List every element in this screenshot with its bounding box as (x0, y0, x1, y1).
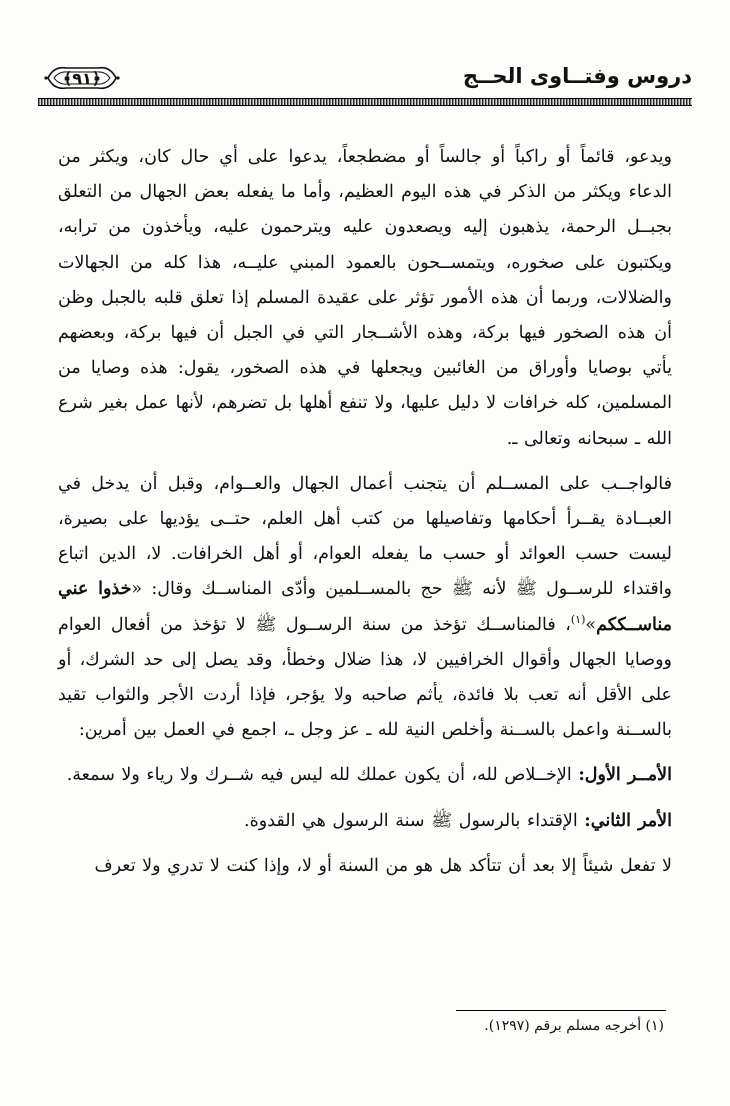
first-matter-heading: الأمــر الأول: (578, 765, 672, 786)
page-header (38, 62, 692, 104)
second-matter-heading: الأمر الثاني: (584, 810, 672, 831)
footnote-reference: (١) (570, 612, 586, 626)
footnote-divider (456, 1010, 666, 1011)
paragraph-1: ويدعو، قائماً أو راكباً أو جالساً أو مضطجعاً، يدعوا على أي حال كان، ويكثر من الدعاء ويكثر من الذكر في هذه اليوم العظيم، وأما ما يفعله بعض الجهال من التعلق بجبــل الرحمة، يذهبون إليه ويصعدون عليه ويترحمون عليه، ويأخذون من ترابه، ويكتبون على صخوره، ويتمســحون بالعمود المبني عليــه، هذا كله من الجهالات والضلالات، وربما أن هذه الأمور تؤثر على عقيدة المسلم إذا تعلق قلبه بالجبل وظن أن هذه الصخور فيها بركة، وهذه الأشــجار التي في الجبل أن فيها بركة، وبعضهم يأتي بوصايا وأوراق من الغائبين ويجعلها في هذه الصخور، يقول: هذه وصايا من المسلمين، كله خرافات لا دليل عليها، ولا تنفع أهلها بل تضرهم، لأنها عمل بغير شرع الله ـ سبحانه وتعالى ـ. (58, 147, 672, 449)
first-matter-text: الإخــلاص لله، أن يكون عملك لله ليس فيه شــرك ولا رياء ولا سمعة. (66, 765, 579, 786)
paragraph-2-part-a: فالواجــب على المســلم أن يتجنب أعمال الجهال والعــوام، وقبل أن يدخل في العبــادة يقــرأ أحكامها وتفاصيلها من كتب أهل العلم، حتــى يؤديها على بصيرة، ليست حسب العوائد أو حسب ما يفعله العوام، أو أهل الخرافات. لا، الدين اتباع واقتداء للرســول ﷺ لأنه ﷺ حج بالمســلمين وأدّى المناســك وقال: « (58, 473, 673, 600)
running-title: دروس وفتــاوى الحــج (462, 64, 692, 88)
paragraph-second-matter (58, 804, 672, 839)
main-text (58, 140, 672, 884)
footnote: (١) أخرجه مسلم برقم (١٢٩٧). (484, 1018, 664, 1034)
header-divider (38, 98, 692, 106)
paragraph-2-close-quote: » (585, 614, 597, 635)
page-number-ornament (44, 62, 120, 94)
hadith-quote: خذوا عني مناســككم (58, 579, 672, 635)
paragraph-first-matter (58, 758, 672, 793)
paragraph-2 (58, 467, 672, 749)
paragraph-5: لا تفعل شيئاً إلا بعد أن تتأكد هل هو من السنة أو لا، وإذا كنت لا تدري ولا تعرف (94, 855, 672, 876)
paragraph-2-part-c: ، فالمناســك تؤخذ من سنة الرســول ﷺ لا تؤخذ من أفعال العوام ووصايا الجهال وأقوال الخرافيين لا، هذا ضلال وخطأ، وقد يصل إلى حد الشرك، أو على الأقل أنه تعب بلا فائدة، يأثم صاحبه ولا يؤجر، فإذا أردت الأجر والثواب تقيد بالســنة واعمل بالســنة وأخلص النية لله ـ عز وجل ـ، اجمع في العمل بين أمرين: (58, 614, 672, 741)
second-matter-text: الإقتداء بالرسول ﷺ سنة الرسول هي القدوة. (244, 810, 585, 831)
page-number: ﴿٩١﴾ (62, 68, 102, 88)
